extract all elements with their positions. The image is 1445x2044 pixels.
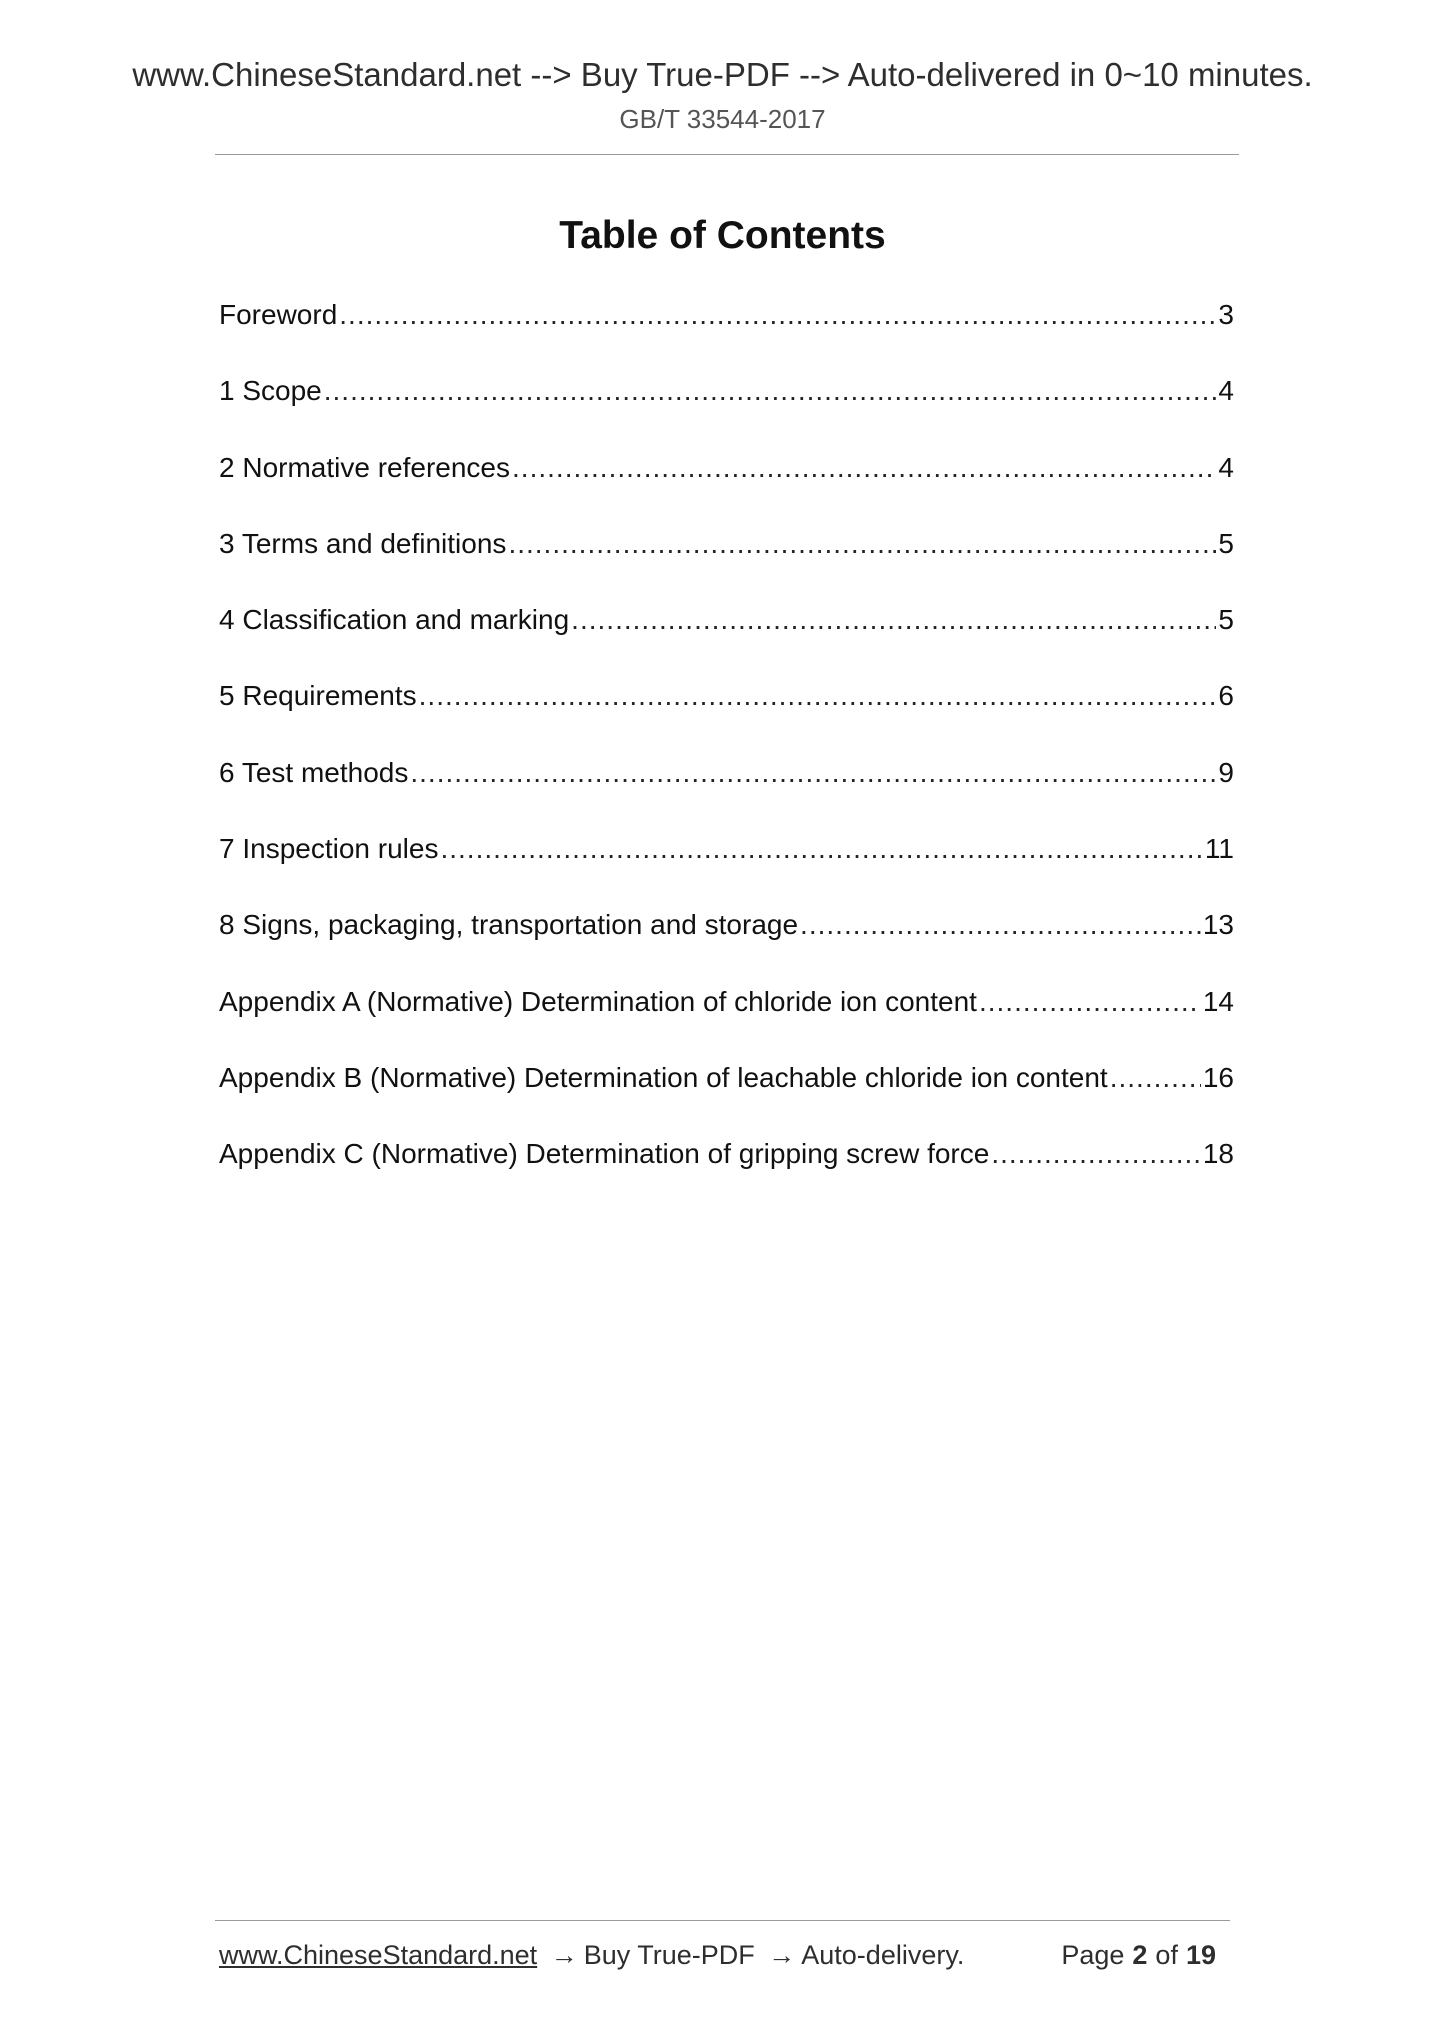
toc-entry-page: 3 (1218, 299, 1234, 330)
toc-dot-leader (571, 603, 1216, 637)
toc-entry-page: 5 (1218, 527, 1234, 559)
footer-delivery-text: Auto-delivery. (801, 1940, 965, 1970)
toc-entry-terms-and-definitions[interactable] (219, 527, 1234, 603)
header-banner: www.ChineseStandard.net --> Buy True-PDF --> Auto-delivered in 0~10 minutes. (132, 56, 1313, 93)
toc-entry-label: 5 Requirements (219, 680, 417, 712)
toc-dot-leader (410, 756, 1216, 790)
toc-entry-test-methods[interactable] (219, 756, 1234, 832)
toc-entry-appendix-a[interactable] (219, 985, 1234, 1061)
toc-entry-page: 14 (1202, 985, 1234, 1017)
toc-entry-label: Appendix B (Normative) Determination of leachable chloride ion content (219, 1061, 1108, 1093)
toc-entry-label: 8 Signs, packaging, transportation and storage (219, 909, 799, 941)
arrow-right-icon: → (768, 1940, 796, 1970)
toc-entry-page: 5 (1218, 604, 1234, 636)
total-pages-number: 19 (1185, 1940, 1216, 1970)
toc-entry-inspection-rules[interactable] (219, 832, 1234, 908)
page-footer (219, 1940, 1224, 1980)
toc-entry-page: 4 (1218, 375, 1234, 407)
toc-entry-classification-and-marking[interactable] (219, 603, 1234, 679)
toc-entry-label: 6 Test methods (219, 756, 409, 788)
toc-dot-leader (979, 985, 1201, 1019)
toc-entry-page: 16 (1202, 1061, 1234, 1093)
header-divider (215, 154, 1239, 155)
document-id: GB/T 33544-2017 (619, 104, 826, 134)
toc-entry-label: 7 Inspection rules (219, 833, 439, 865)
toc-entry-foreword[interactable] (219, 298, 1234, 374)
footer-divider (215, 1920, 1230, 1921)
toc-entry-page: 18 (1202, 1138, 1234, 1170)
footer-site-link[interactable]: www.ChineseStandard.net (219, 1940, 538, 1970)
toc-dot-leader (512, 451, 1216, 485)
toc-dot-leader (339, 298, 1216, 332)
toc-entry-requirements[interactable] (219, 679, 1234, 755)
current-page-number: 2 (1132, 1940, 1148, 1970)
toc-entry-label: 2 Normative references (219, 451, 511, 483)
toc-entry-page: 4 (1218, 451, 1234, 483)
toc-dot-leader (800, 908, 1201, 942)
toc-entry-signs-packaging[interactable] (219, 908, 1234, 984)
toc-entry-page: 11 (1204, 833, 1234, 865)
toc-entry-label: 3 Terms and definitions (219, 527, 507, 559)
of-word: of (1155, 1940, 1178, 1970)
page-counter (1061, 1940, 1224, 1971)
toc-entry-label: 4 Classification and marking (219, 604, 570, 636)
toc-dot-leader (419, 679, 1217, 713)
toc-entry-scope[interactable] (219, 374, 1234, 450)
toc-dot-leader (1110, 1061, 1201, 1095)
toc-entry-label: Appendix C (Normative) Determination of gripping screw force (219, 1138, 990, 1170)
toc-entry-page: 9 (1218, 756, 1234, 788)
toc-entry-appendix-c[interactable] (219, 1137, 1234, 1213)
arrow-right-icon: → (550, 1940, 578, 1970)
toc-entry-label: 1 Scope (219, 375, 322, 407)
toc-dot-leader (508, 527, 1216, 561)
toc-entry-page: 6 (1218, 680, 1234, 712)
footer-buy-text: Buy True-PDF (583, 1940, 755, 1970)
page-word: Page (1061, 1940, 1125, 1970)
toc-list (219, 298, 1234, 1214)
toc-entry-label: Foreword (219, 299, 338, 330)
toc-entry-label: Appendix A (Normative) Determination of chloride ion content (219, 985, 977, 1017)
toc-dot-leader (991, 1137, 1201, 1171)
page-title: Table of Contents (559, 214, 886, 257)
toc-entry-normative-references[interactable] (219, 451, 1234, 527)
toc-dot-leader (324, 374, 1217, 408)
toc-entry-appendix-b[interactable] (219, 1061, 1234, 1137)
toc-entry-page: 13 (1202, 909, 1234, 941)
footer-promo (219, 1940, 964, 1971)
toc-dot-leader (440, 832, 1202, 866)
